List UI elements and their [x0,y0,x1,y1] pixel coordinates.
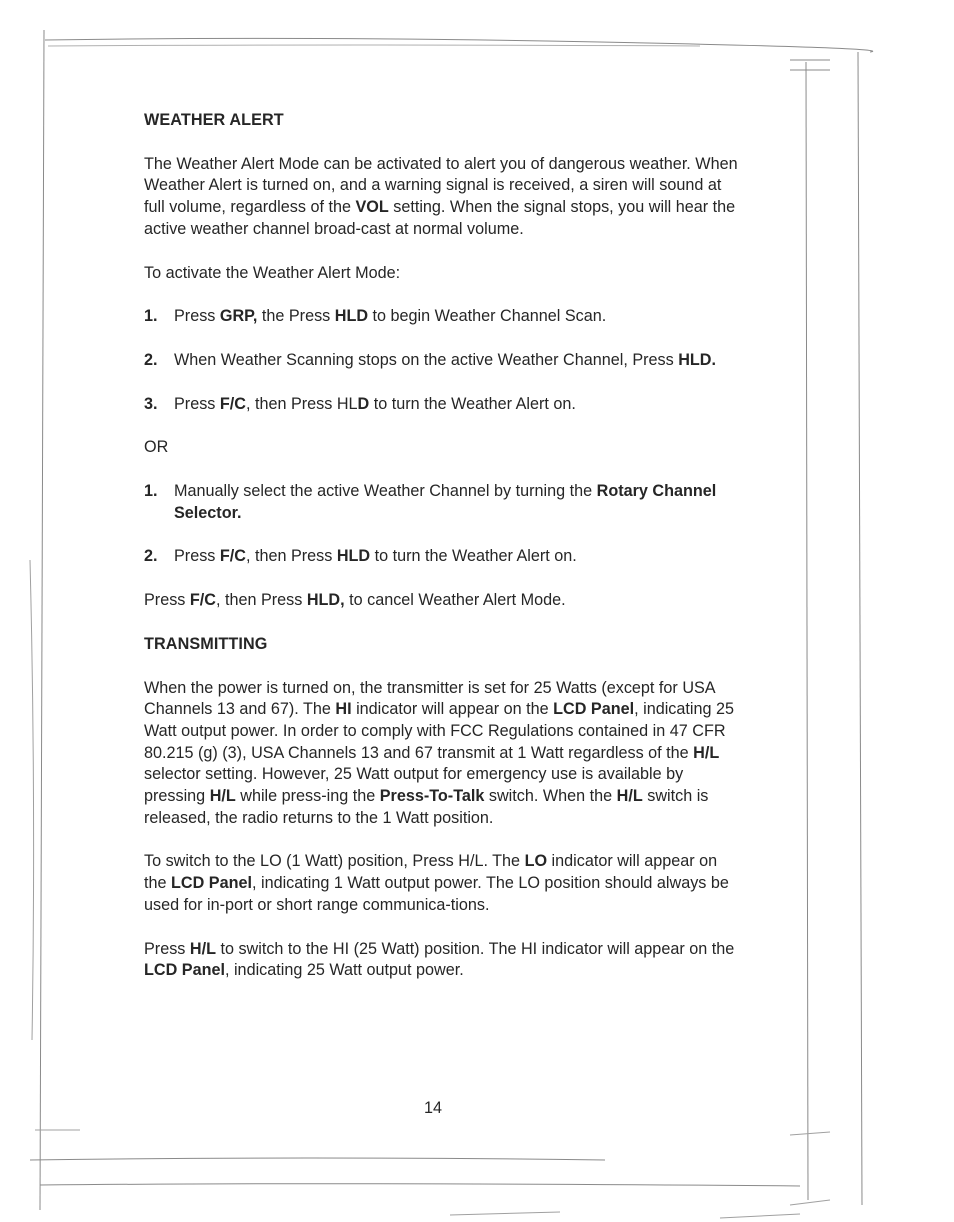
transmitting-paragraph-2: To switch to the LO (1 Watt) position, Press H/L. The LO indicator will appear on the LCD Panel, indicating 1 Watt output power. The LO position should always be used for in-port or short range communica-tions. [144,852,729,914]
or-label: OR [144,438,169,457]
page-number: 14 [423,1099,442,1117]
step-b-2: 2. Press F/C, then Press HLD to turn the Weather Alert on. [144,547,577,566]
transmitting-paragraph-3: Press H/L to switch to the HI (25 Watt) position. The HI indicator will appear on the LCD Panel, indicating 25 Watt output power. [144,939,735,980]
step-a-1: 1. Press GRP, the Press HLD to begin Weather Channel Scan. [144,307,607,326]
cancel-instruction: Press F/C, then Press HLD, to cancel Weather Alert Mode. [144,591,566,610]
page-content [144,110,744,982]
activate-instruction: To activate the Weather Alert Mode: [144,263,401,282]
step-b-1: 1. Manually select the active Weather Channel by turning the Rotary Channel Selector. [144,482,717,522]
transmitting-paragraph-1: When the power is turned on, the transmitter is set for 25 Watts (except for USA Channels 13 and 67). The HI indicator will appear on the LCD Panel, indicating 25 Watt output power. In order to comply with FCC Regulations contained in 47 CFR 80.215 (g) (3), USA Channels 13 and 67 transmit at 1 Watt regardless of the H/L selector setting. However, 25 Watt output for emergency use is available by pressing H/L while press-ing the Press-To-Talk switch. When the H/L switch is released, the radio returns to the 1 Watt position. [144,678,735,827]
weather-alert-intro: The Weather Alert Mode can be activated to alert you of dangerous weather. When Weather Alert is turned on, and a warning signal is received, a siren will sound at full volume, regardless of the VOL setting. When the signal stops, you will hear the active weather channel broad-cast at normal volume. [144,154,738,238]
step-a-2: 2. When Weather Scanning stops on the active Weather Channel, Press HLD. [144,350,716,369]
step-a-3: 3. Press F/C, then Press HLD to turn the Weather Alert on. [144,394,576,413]
weather-alert-heading: WEATHER ALERT [144,111,284,129]
transmitting-heading: TRANSMITTING [144,634,268,653]
